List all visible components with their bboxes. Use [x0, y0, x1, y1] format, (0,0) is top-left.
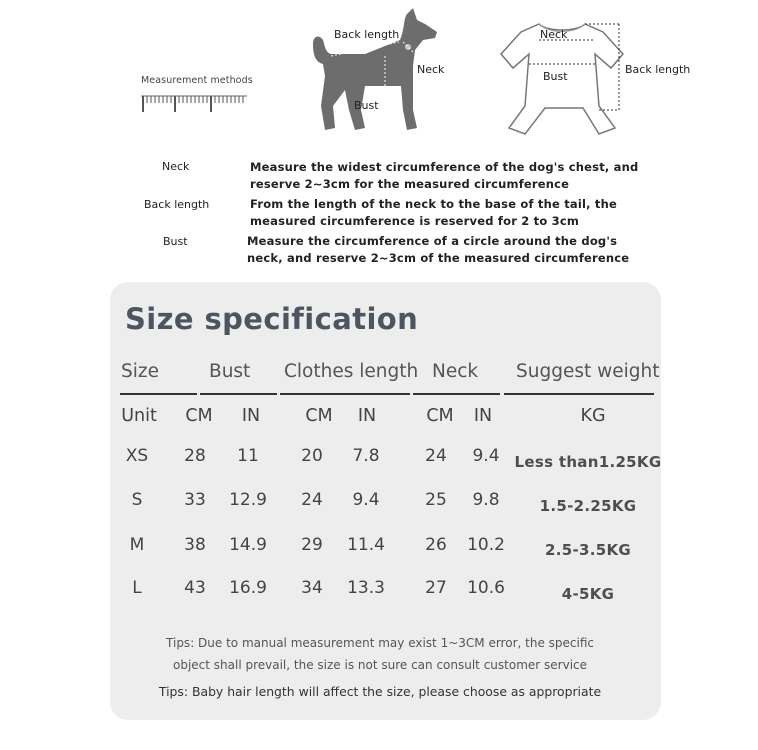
definition-term-back-length: Back length [144, 198, 210, 211]
unit-length-cm: CM [305, 406, 333, 426]
header-neck: Neck [432, 361, 479, 382]
table-cell: 26 [425, 535, 447, 555]
table-cell: 14.9 [229, 535, 267, 555]
header-bust: Bust [209, 361, 251, 382]
unit-bust-cm: CM [185, 406, 213, 426]
garment-bust-label: Bust [543, 70, 568, 83]
table-cell: 16.9 [229, 578, 267, 598]
definition-text-neck: Measure the widest circumference of the dog's chest, and reserve 2~3cm for the measured circumference [250, 160, 639, 191]
dog-neck-label: Neck [417, 63, 445, 76]
table-cell: 9.4 [472, 446, 500, 466]
table-cell: 34 [301, 578, 323, 598]
table-cell: 11 [237, 446, 259, 466]
table-cell-weight: 1.5-2.25KG [539, 497, 637, 515]
definition-text-back-length: From the length of the neck to the base of the tail, the measured circumference is reserved for 2 to 3cm [250, 197, 617, 228]
table-cell: M [129, 535, 145, 555]
header-clothes-length: Clothes length [284, 361, 419, 382]
table-cell: 20 [301, 446, 323, 466]
table-cell: 7.8 [352, 446, 380, 466]
dog-bust-label: Bust [354, 99, 379, 112]
table-cell: L [132, 578, 142, 598]
definition-term-bust: Bust [163, 235, 188, 248]
tip-line-1: Tips: Due to manual measurement may exist 1~3CM error, the specific [166, 636, 594, 650]
table-cell-weight: Less than1.25KG [514, 453, 662, 471]
table-cell: 11.4 [347, 535, 385, 555]
table-cell-weight: 2.5-3.5KG [544, 541, 632, 559]
unit-neck-in: IN [473, 406, 493, 426]
table-cell: 24 [425, 446, 447, 466]
table-cell-weight: 4-5KG [561, 585, 615, 603]
measurement-methods-title: Measurement methods [141, 75, 253, 86]
table-cell: S [131, 490, 143, 510]
table-cell: 10.6 [467, 578, 505, 598]
table-cell: 43 [184, 578, 206, 598]
tip-line-3: Tips: Baby hair length will affect the size, please choose as appropriate [158, 684, 602, 699]
header-underline [120, 393, 197, 395]
header-underline [413, 393, 500, 395]
table-cell: XS [125, 446, 149, 466]
definition-term-neck: Neck [162, 160, 190, 173]
table-cell: 28 [184, 446, 206, 466]
garment-neck-label: Neck [540, 28, 568, 41]
unit-length-in: IN [357, 406, 377, 426]
unit-weight-kg: KG [580, 406, 606, 426]
unit-bust-in: IN [241, 406, 261, 426]
table-cell: 9.4 [352, 490, 380, 510]
table-cell: 12.9 [229, 490, 267, 510]
table-cell: 27 [425, 578, 447, 598]
table-cell: 13.3 [347, 578, 385, 598]
ruler-icon [141, 94, 247, 114]
unit-neck-cm: CM [426, 406, 454, 426]
table-cell: 10.2 [467, 535, 505, 555]
header-size: Size [121, 361, 159, 382]
header-suggest-weight: Suggest weight [516, 361, 660, 382]
table-cell: 9.8 [472, 490, 500, 510]
table-cell: 33 [184, 490, 206, 510]
table-cell: 29 [301, 535, 323, 555]
table-cell: 25 [425, 490, 447, 510]
garment-back-length-label: Back length [625, 63, 691, 76]
definition-text-bust: Measure the circumference of a circle around the dog's neck, and reserve 2~3cm of the measured circumference [247, 234, 630, 265]
table-cell: 38 [184, 535, 206, 555]
unit-label: Unit [121, 406, 157, 426]
header-underline [504, 393, 654, 395]
tip-line-2: object shall prevail, the size is not sure can consult customer service [172, 658, 588, 672]
header-underline [280, 393, 410, 395]
table-cell: 24 [301, 490, 323, 510]
dog-back-length-label: Back length [334, 28, 400, 41]
size-spec-title: Size specification [125, 302, 419, 336]
header-underline [200, 393, 277, 395]
